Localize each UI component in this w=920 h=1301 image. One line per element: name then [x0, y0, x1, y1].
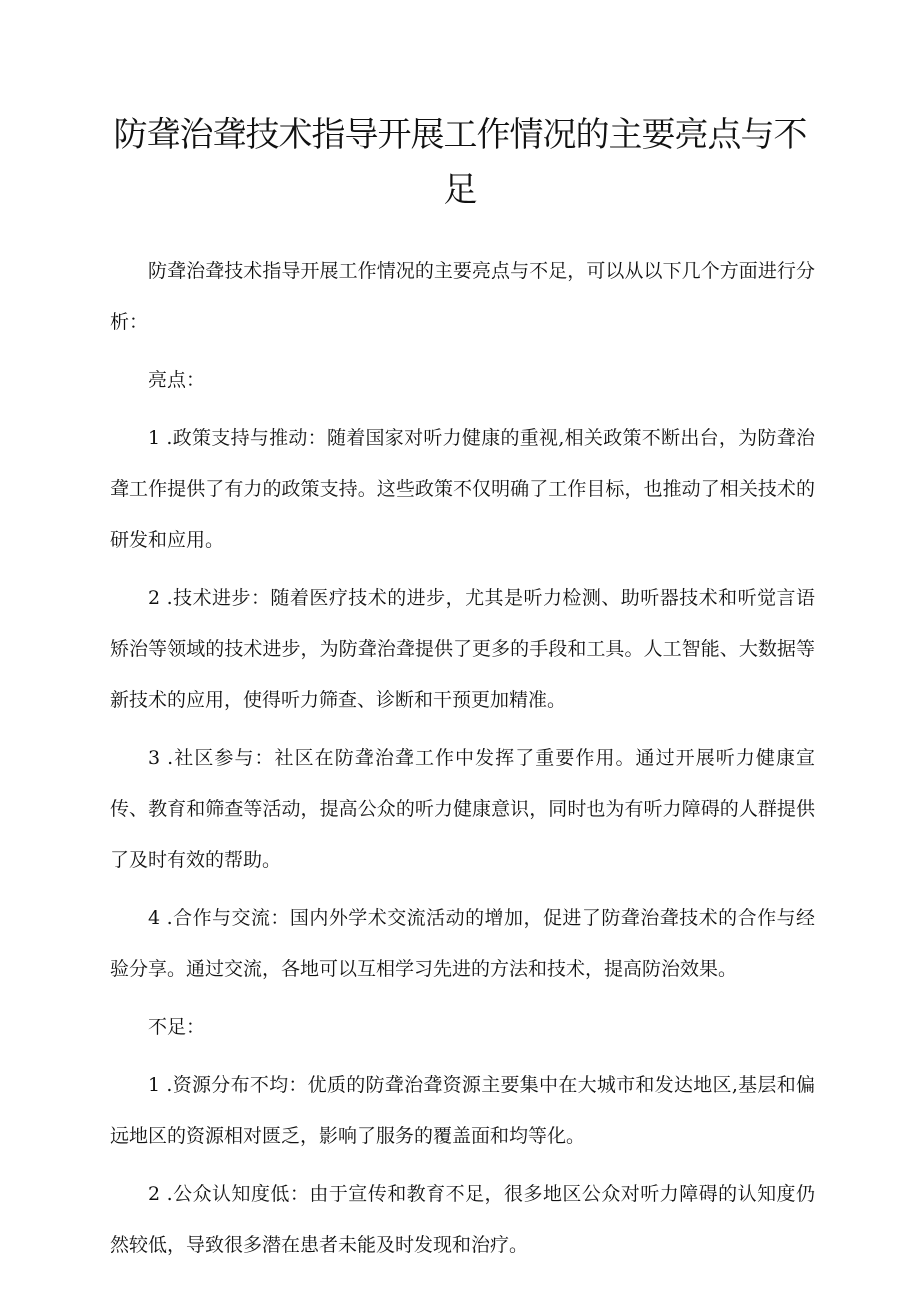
intro-paragraph: 防聋治聋技术指导开展工作情况的主要亮点与不足，可以从以下几个方面进行分析： [110, 260, 815, 333]
shortcoming-item-2: 2 .公众认知度低：由于宣传和教育不足，很多地区公众对听力障碍的认知度仍然较低，导致很多潜在患者未能及时发现和治疗。 [110, 1183, 815, 1256]
document-title: 防聋治聋技术指导开展工作情况的主要亮点与不足 [113, 115, 807, 210]
shortcomings-heading: 不足： [148, 1016, 206, 1038]
highlight-item-3: 3 .社区参与：社区在防聋治聋工作中发挥了重要作用。通过开展听力健康宣传、教育和筛查等活动，提高公众的听力健康意识，同时也为有听力障碍的人群提供了及时有效的帮助。 [110, 747, 815, 871]
highlight-item-2: 2 .技术进步：随着医疗技术的进步，尤其是听力检测、助听器技术和听觉言语矫治等领域的技术进步，为防聋治聋提供了更多的手段和工具。人工智能、大数据等新技术的应用，使得听力筛查、诊断和干预更加精准。 [110, 587, 815, 711]
document-body [110, 246, 815, 1278]
highlights-heading: 亮点： [148, 369, 206, 391]
shortcoming-item-1: 1 .资源分布不均：优质的防聋治聋资源主要集中在大城市和发达地区,基层和偏远地区的资源相对匮乏，影响了服务的覆盖面和均等化。 [110, 1074, 815, 1147]
highlight-item-4: 4 .合作与交流：国内外学术交流活动的增加，促进了防聋治聋技术的合作与经验分享。通过交流，各地可以互相学习先进的方法和技术，提高防治效果。 [110, 907, 815, 980]
highlight-item-1: 1 .政策支持与推动：随着国家对听力健康的重视,相关政策不断出台，为防聋治聋工作提供了有力的政策支持。这些政策不仅明确了工作目标，也推动了相关技术的研发和应用。 [110, 427, 815, 551]
